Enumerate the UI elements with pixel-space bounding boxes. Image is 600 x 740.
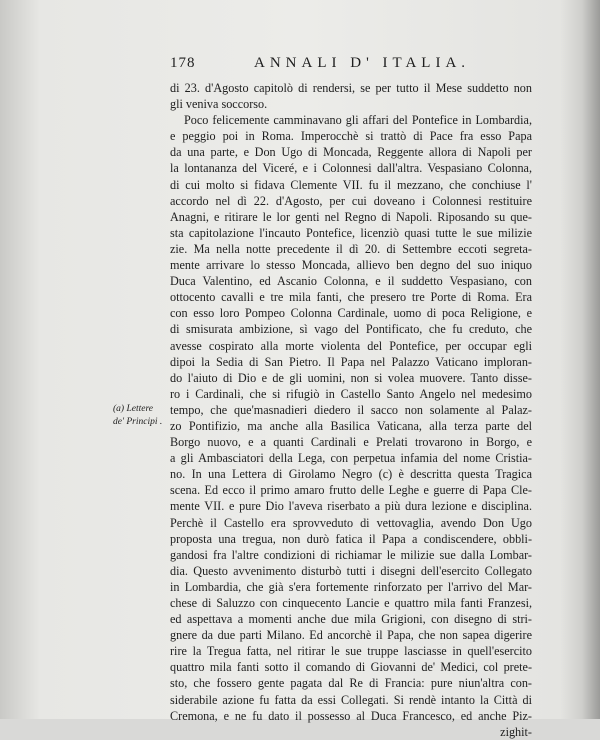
text-line: zie. Ma nella notte precedente il dì 20. di Settembre eccoti segreta- [170, 241, 532, 256]
text-line: avesse cospirato alla morte violenta del Pontefice, per occupar egli [170, 338, 532, 353]
text-line: do l'aiuto di Dio e de gli uomini, non si volea muovere. Tanto disse- [170, 370, 532, 385]
text-line: gli veniva soccorso. [170, 97, 268, 112]
margin-note-line: de' Principi . [113, 417, 163, 427]
text-line: siderabile azione fu fatta da essi Collegati. Si rendè intanto la Città di [170, 692, 532, 707]
text-line: no. In una Lettera di Girolamo Negro (c) è descritta questa Tragica [170, 467, 532, 482]
text-line: scena. Ed ecco il primo amaro frutto delle Leghe e guerre di Papa Cle- [170, 483, 532, 498]
text-line: mente VII. e pure Dio l'aveva riserbato a più dura lezione e disciplina. [170, 499, 532, 514]
text-line: Perchè il Castello era sprovveduto di vettovaglia, avendo Don Ugo [170, 515, 532, 530]
text-line: di 23. d'Agosto capitolò di rendersi, se per tutto il Mese suddetto non [170, 81, 532, 95]
text-line: Poco felicemente camminavano gli affari del Pontefice in Lombardia, [184, 113, 532, 128]
margin-note-line: (a) Lettere [113, 404, 154, 414]
text-line: sta capitolazione l'incauto Pontefice, licenziò quasi tutte le sue milizie [170, 225, 532, 240]
margin-note [113, 403, 171, 429]
text-line: sto, che fossero gente pagata dal Re di Francia: pure niun'altra con- [170, 676, 532, 691]
text-line: zighit- [500, 724, 532, 739]
text-line: dipoi la Sedia di San Pietro. Il Papa nel Palazzo Vaticano imploran- [170, 354, 532, 369]
text-line: zo Pontifizio, ma anche alla Basilica Vaticana, alla terza parte del [170, 418, 532, 433]
text-line: Borgo nuovo, e a quanti Cardinali e Prelati trovarono in Borgo, e [170, 435, 532, 450]
text-line: mente arrivare lo stesso Moncada, allievo ben degno del suo iniquo [170, 258, 532, 273]
running-title: ANNALI D' ITALIA. [254, 55, 471, 71]
text-line: a gli Ambasciatori della Lega, con perpetua infamia del nome Cristia- [170, 451, 532, 466]
text-line: chese di Saluzzo con cinquecento Lancie e quattro mila fanti Franzesi, [170, 596, 532, 610]
text-line: di smisurata ambizione, sì vago del Pontificato, che fu creduto, che [170, 322, 532, 337]
text-line: e peggio poi in Roma. Imperocchè si trattò di Pace fra esso Papa [170, 129, 532, 144]
text-line: con esso loro Pompeo Colonna Cardinale, uomo di poca Religione, e [170, 306, 532, 321]
text-line: Cremona, e ne fu dato il possesso al Duca Francesco, ed anche Piz- [170, 708, 532, 723]
text-line: dia. Questo avvenimento disturbò tutti i disegni dell'esercito Collegato [170, 563, 532, 578]
text-line: ed aspettava a momenti anche due mila Grigioni, con disegno di stri- [170, 612, 532, 627]
page-header [170, 55, 530, 75]
text-line: Duca Valentino, ed Ascanio Colonna, e il suddetto Vespasiano, con [170, 274, 532, 289]
text-line: quattro mila fanti sotto il comando di Giovanni de' Medici, col prete- [170, 660, 532, 675]
text-line: ottocento cavalli e tre mila fanti, che presero tre Porte di Roma. Era [170, 290, 532, 305]
text-line: Anagni, e ritirare le lor genti nel Regno di Napoli. Riposando su que- [170, 209, 532, 224]
page-edge-shadow [582, 0, 600, 719]
text-line: gnere da due parti Milano. Ed ancorchè il Papa, che non sapea digerire [170, 628, 532, 643]
text-line: in Lombardia, che già s'era fortemente rinforzato per l'arrivo del Mar- [170, 579, 532, 594]
page-number: 178 [170, 55, 196, 71]
text-line: di cui molto si fidava Clemente VII. fu il mezzano, che conchiuse l' [170, 177, 532, 192]
text-line: da una parte, e Don Ugo di Moncada, Reggente allora di Napoli per [170, 145, 532, 160]
text-line: proposta una tregua, non durò fatica il Papa a condiscendere, obbli- [170, 531, 532, 546]
text-line: la lontananza del Viceré, e i Colonnesi dall'altra. Vespasiano Colonna, [170, 161, 532, 176]
text-line: ro i Cardinali, che si rifugiò in Castello Santo Angelo nel medesimo [170, 386, 532, 401]
body-text [170, 80, 532, 740]
text-line: tempo, che que'masnadieri diedero il sacco non solamente al Palaz- [170, 402, 532, 417]
text-line: gandosi fra l'altre condizioni di richiamar le milizie sue dalla Lombar- [170, 547, 532, 562]
text-line: accordo nel dì 22. d'Agosto, per cui doveano i Colonnesi restituire [170, 193, 532, 208]
text-line: rire la Tregua fatta, nel ritirar le sue truppe lasciasse in quell'esercito [170, 644, 532, 659]
